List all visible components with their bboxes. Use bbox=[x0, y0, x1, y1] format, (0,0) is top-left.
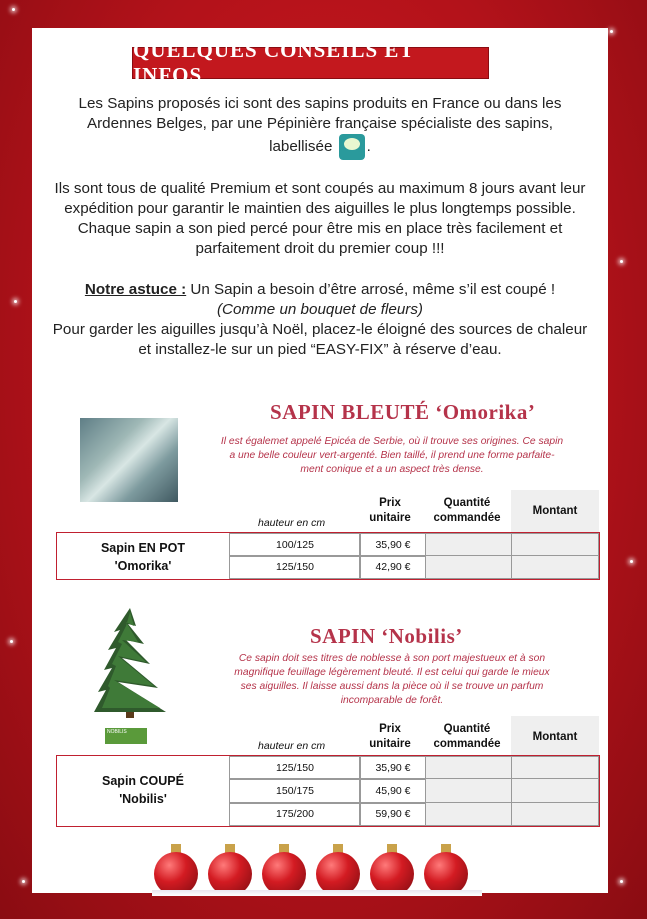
desc-line: magnifique feuillage légèrement bleuté. Il est celui qui garde le mieux bbox=[234, 667, 550, 678]
sparkle bbox=[610, 30, 613, 33]
quantite-input[interactable] bbox=[425, 756, 513, 780]
hauteur-cell: 125/150 bbox=[229, 555, 361, 579]
montant-cell bbox=[511, 802, 599, 826]
plante-bleue-logo-icon bbox=[339, 134, 365, 160]
intro-line: expédition pour garantir le maintien des aiguilles le plus longtemps possible. bbox=[64, 200, 576, 217]
prix-cell: 59,90 € bbox=[359, 802, 427, 826]
sparkle bbox=[14, 300, 17, 303]
montant-cell bbox=[511, 533, 599, 557]
intro-line: parfaitement droit du premier coup !!! bbox=[195, 240, 445, 257]
quantite-input[interactable] bbox=[425, 555, 513, 579]
intro-line-label bbox=[42, 134, 598, 160]
desc-line: Il est égalemet appelé Epicéa de Serbie, où il trouve ses origines. Ce sapin bbox=[220, 436, 564, 447]
nobilis-tree-photo bbox=[88, 608, 172, 720]
intro-paragraph-1 bbox=[42, 94, 598, 160]
column-prix-line: Prix bbox=[379, 723, 401, 735]
intro-paragraph-2 bbox=[42, 179, 598, 259]
omorika-table bbox=[56, 532, 600, 580]
omorika-description bbox=[192, 435, 592, 477]
intro-line: Ils sont tous de qualité Premium et sont coupés au maximum 8 jours avant leur bbox=[54, 180, 586, 197]
label-text: labellisée bbox=[269, 138, 333, 156]
nobilis-description bbox=[192, 652, 592, 708]
column-prix bbox=[358, 496, 422, 526]
sparkle bbox=[22, 880, 25, 883]
montant-cell bbox=[511, 555, 599, 579]
prix-cell: 45,90 € bbox=[359, 778, 427, 804]
astuce-label: Notre astuce : bbox=[84, 281, 187, 298]
montant-cell bbox=[511, 756, 599, 780]
label-dot: . bbox=[366, 138, 371, 156]
astuce-italic: (Comme un bouquet de fleurs) bbox=[217, 301, 423, 318]
prix-cell: 42,90 € bbox=[359, 555, 427, 579]
column-hauteur: hauteur en cm bbox=[258, 740, 326, 752]
prix-cell: 35,90 € bbox=[359, 533, 427, 557]
page-sheet bbox=[32, 28, 608, 893]
desc-line: incomparable de forêt. bbox=[340, 695, 444, 706]
montant-cell bbox=[511, 778, 599, 804]
nobilis-row-label bbox=[57, 772, 229, 808]
row-label-line: 'Nobilis' bbox=[119, 792, 167, 806]
quantite-input[interactable] bbox=[425, 802, 513, 826]
column-quantite-line: Quantité bbox=[443, 497, 491, 509]
column-montant: Montant bbox=[511, 490, 599, 532]
sparkle bbox=[12, 8, 15, 11]
prix-cell: 35,90 € bbox=[359, 756, 427, 780]
intro-line: et installez-le sur un pied “EASY-FIX” à réserve d’eau. bbox=[138, 341, 502, 358]
desc-line: Ce sapin doit ses titres de noblesse à son port majestueux et à son bbox=[238, 653, 546, 664]
omorika-title: SAPIN BLEUTÉ ‘Omorika’ bbox=[270, 400, 536, 424]
nobilis-table bbox=[56, 755, 600, 827]
row-label-line: Sapin EN POT bbox=[100, 541, 186, 555]
hauteur-cell: 175/200 bbox=[229, 802, 361, 826]
row-label-line: 'Omorika' bbox=[114, 559, 172, 573]
column-prix-line: unitaire bbox=[369, 512, 411, 524]
sparkle bbox=[630, 560, 633, 563]
intro-line: Pour garder les aiguilles jusqu’à Noël, placez-le éloigné des sources de chaleur bbox=[52, 321, 588, 338]
sparkle bbox=[10, 640, 13, 643]
sparkle bbox=[620, 880, 623, 883]
column-quantite-line: commandée bbox=[433, 512, 501, 524]
intro-line: Chaque sapin a son pied percé pour être mis en place très facilement et bbox=[77, 220, 563, 237]
row-label-line: Sapin COUPÉ bbox=[102, 774, 184, 788]
column-hauteur: hauteur en cm bbox=[258, 517, 326, 529]
desc-line: ment conique et a un aspect très dense. bbox=[300, 464, 484, 475]
column-quantite bbox=[426, 722, 508, 752]
column-prix bbox=[358, 722, 422, 752]
column-prix-line: Prix bbox=[379, 497, 401, 509]
desc-line: a une belle couleur vert-argenté. Bien taillé, il prend une forme parfaite- bbox=[229, 450, 555, 461]
hauteur-cell: 100/125 bbox=[229, 533, 361, 557]
astuce-paragraph bbox=[42, 280, 598, 360]
nobilis-tag: NOBILIS bbox=[105, 728, 147, 744]
column-montant: Montant bbox=[511, 716, 599, 758]
page-title: QUELQUES CONSEILS ET INFOS bbox=[133, 38, 415, 87]
nobilis-title: SAPIN ‘Nobilis’ bbox=[310, 624, 463, 648]
quantite-input[interactable] bbox=[425, 533, 513, 557]
column-quantite-line: commandée bbox=[433, 738, 501, 750]
sparkle bbox=[620, 260, 623, 263]
intro-line: Ardennes Belges, par une Pépinière française spécialiste des sapins, bbox=[86, 115, 554, 132]
column-quantite-line: Quantité bbox=[443, 723, 491, 735]
christmas-baubles-image bbox=[152, 838, 482, 893]
title-banner bbox=[132, 38, 489, 87]
astuce-text: Un Sapin a besoin d’être arrosé, même s’il est coupé ! bbox=[186, 281, 556, 298]
desc-line: ses aiguilles. Il laisse aussi dans la pièce où il se trouve un parfum bbox=[240, 681, 544, 692]
hauteur-cell: 125/150 bbox=[229, 756, 361, 780]
quantite-input[interactable] bbox=[425, 778, 513, 804]
column-quantite bbox=[426, 496, 508, 526]
astuce-line bbox=[42, 280, 598, 300]
intro-line: Les Sapins proposés ici sont des sapins produits en France ou dans les bbox=[78, 95, 562, 112]
omorika-row-label bbox=[57, 539, 229, 575]
column-prix-line: unitaire bbox=[369, 738, 411, 750]
hauteur-cell: 150/175 bbox=[229, 778, 361, 804]
omorika-tree-photo bbox=[80, 418, 178, 502]
